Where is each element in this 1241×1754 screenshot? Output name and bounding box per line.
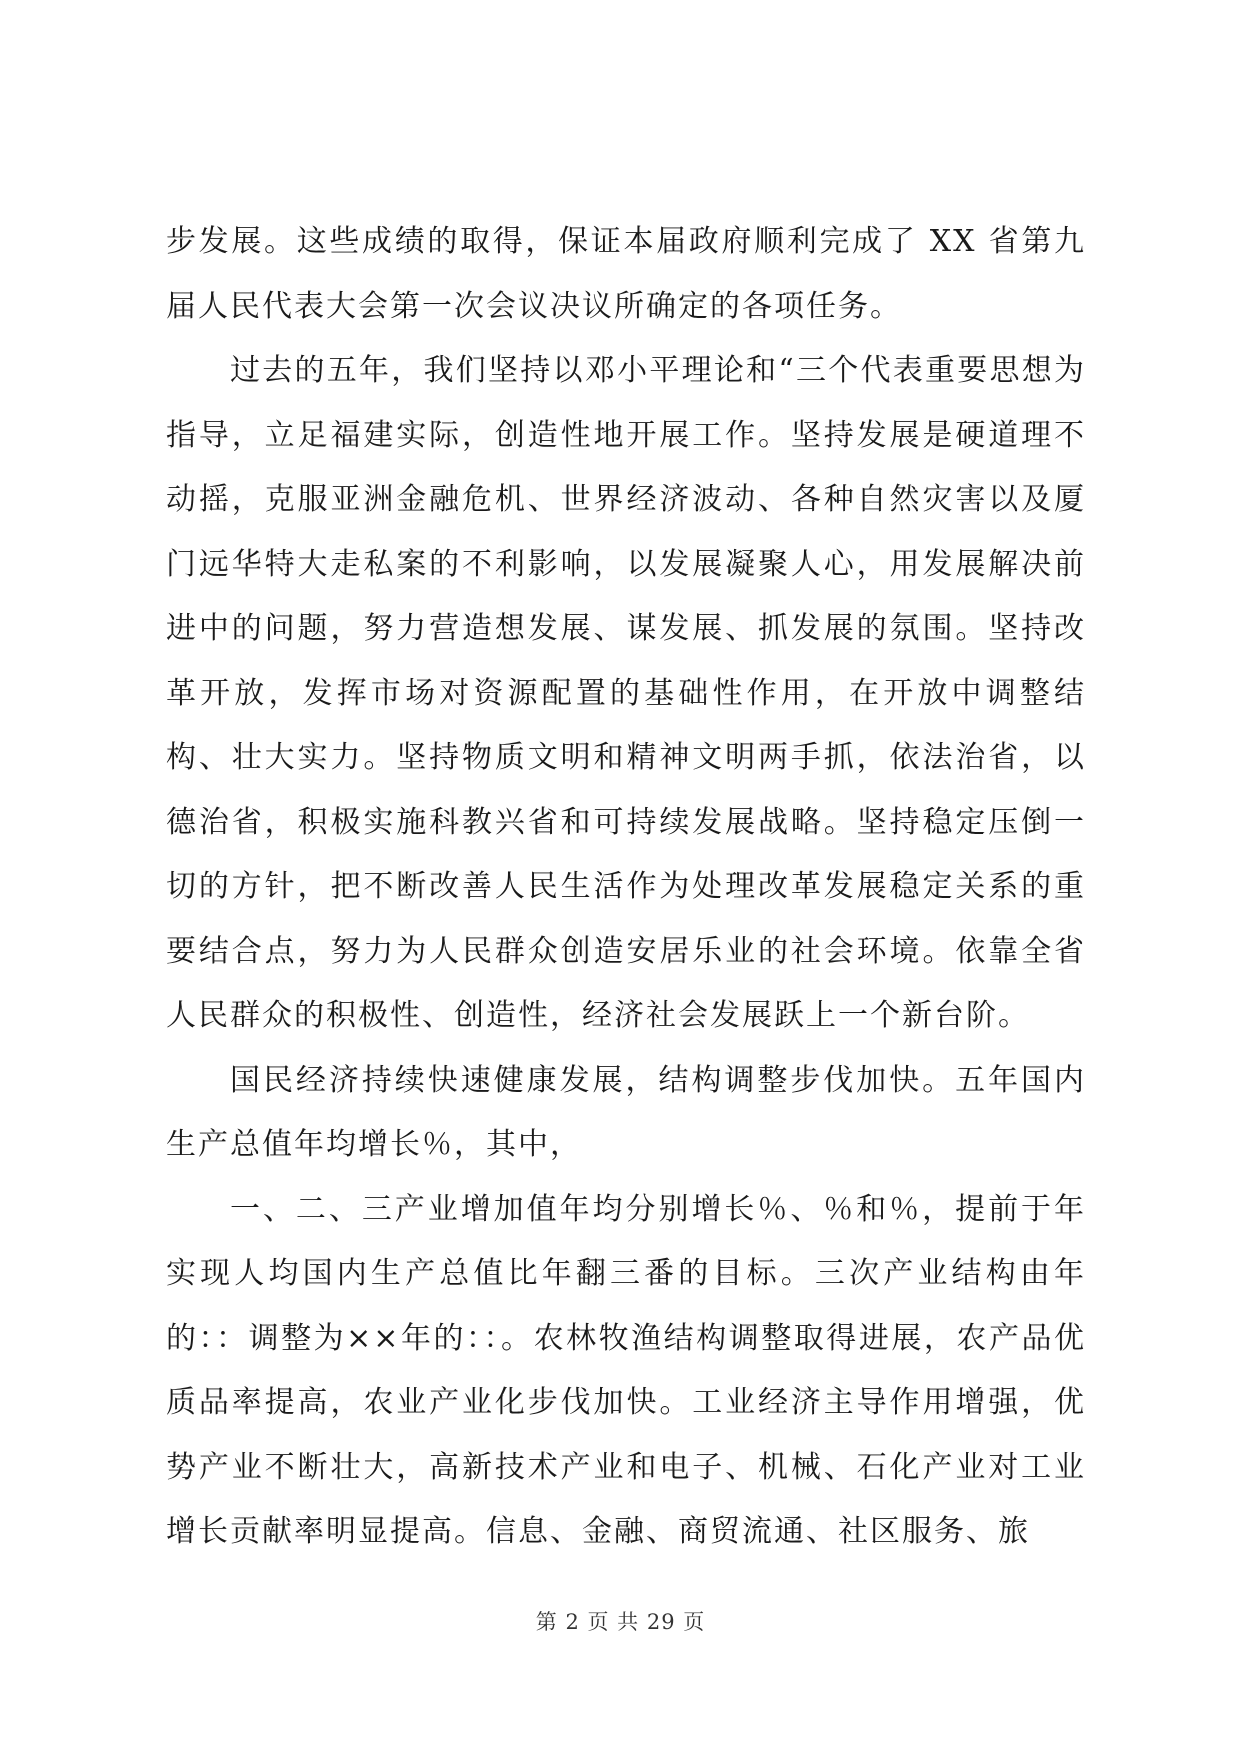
body-text (166, 210, 1086, 1565)
paragraph-4: 一、二、三产业增加值年均分别增长％、％和％，提前于年实现人均国内生产总值比年翻三番的目标。三次产业结构由年的：：调整为××年的：：。农林牧渔结构调整取得进展，农产品优质品率提高，农业产业化步伐加快。工业经济主导作用增强，优势产业不断壮大，高新技术产业和电子、机械、石化产业对工业增长贡献率明显提高。信息、金融、商贸流通、社区服务、旅 (166, 1191, 1086, 1549)
paragraph-2: 过去的五年，我们坚持以邓小平理论和“三个代表重要思想为指导，立足福建实际，创造性地开展工作。坚持发展是硬道理不动摇，克服亚洲金融危机、世界经济波动、各种自然灾害以及厦门远华特大走私案的不利影响，以发展凝聚人心，用发展解决前进中的问题，努力营造想发展、谋发展、抓发展的氛围。坚持改革开放，发挥市场对资源配置的基础性作用，在开放中调整结构、壮大实力。坚持物质文明和精神文明两手抓，依法治省，以德治省，积极实施科教兴省和可持续发展战略。坚持稳定压倒一切的方针，把不断改善人民生活作为处理改革发展稳定关系的重要结合点，努力为人民群众创造安居乐业的社会环境。依靠全省人民群众的积极性、创造性，经济社会发展跃上一个新台阶。 (166, 353, 1086, 1033)
paragraph-1: 步发展。这些成绩的取得，保证本届政府顺利完成了 XX 省第九届人民代表大会第一次会议决议所确定的各项任务。 (166, 224, 1086, 324)
page-number-footer: 第 2 页 共 29 页 (535, 1610, 706, 1634)
paragraph-3: 国民经济持续快速健康发展，结构调整步伐加快。五年国内生产总值年均增长％，其中， (166, 1062, 1086, 1162)
